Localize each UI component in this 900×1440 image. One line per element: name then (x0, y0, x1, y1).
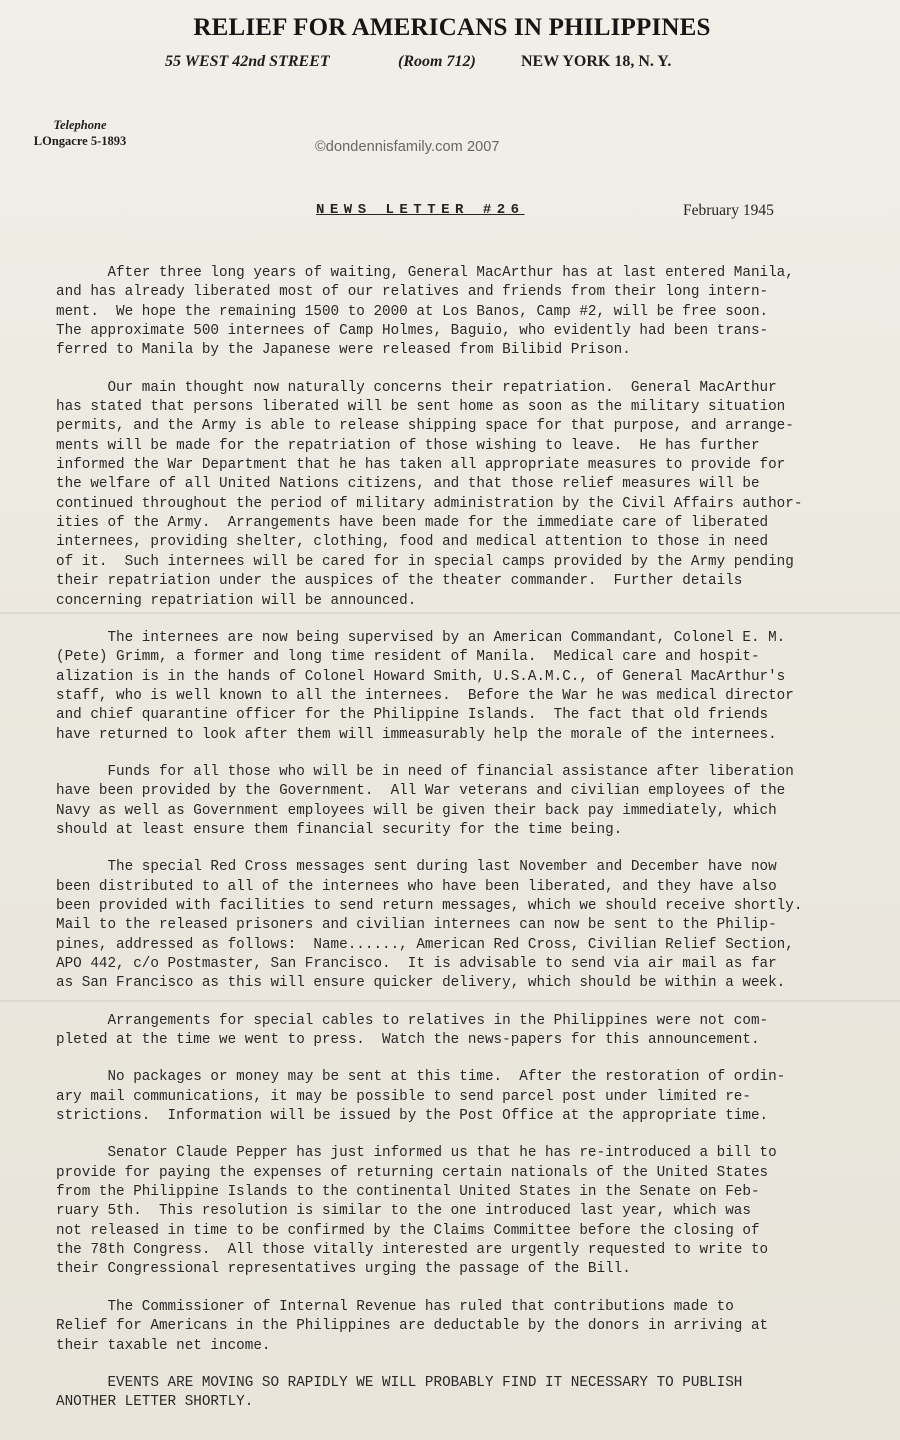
text-line: The internees are now being supervised by an American Commandant, Colonel E. M. (56, 629, 786, 646)
paragraph (56, 1012, 896, 1051)
text-line: ANOTHER LETTER SHORTLY. (56, 1394, 254, 1411)
address-room: (Room 712) (398, 53, 476, 70)
text-line: been distributed to all of the internees who have been liberated, and they have also (56, 878, 777, 895)
address-street: 55 WEST 42nd STREET (165, 53, 330, 70)
text-line: Funds for all those who will be in need of financial assistance after liberation (56, 763, 794, 780)
paragraph (56, 1374, 896, 1413)
paragraph (56, 1298, 896, 1356)
text-line: from the Philippine Islands to the continental United States in the Senate on Feb- (56, 1184, 760, 1201)
text-line: and has already liberated most of our relatives and friends from their long intern- (56, 284, 769, 301)
text-line: as San Francisco as this will ensure quicker delivery, which should be within a week. (56, 975, 786, 992)
text-line: been provided with facilities to send return messages, which we should receive shortly. (56, 897, 803, 914)
text-line: internees, providing shelter, clothing, food and medical attention to those in need (56, 534, 769, 551)
paragraph (56, 858, 896, 993)
text-line: APO 442, c/o Postmaster, San Francisco. It is advisable to send via air mail as far (56, 956, 777, 972)
address-city: NEW YORK 18, N. Y. (521, 53, 672, 70)
text-line: pleted at the time we went to press. Watch the news-papers for this announcement. (56, 1032, 760, 1049)
text-line: concerning repatriation will be announced. (56, 592, 417, 609)
text-line: permits, and the Army is able to release shipping space for that purpose, and arrange- (56, 418, 794, 435)
text-line: ments will be made for the repatriation of those wishing to leave. He has further (56, 437, 760, 454)
text-line: should at least ensure them financial security for the time being. (56, 821, 623, 838)
paragraph (56, 763, 896, 840)
text-line: the welfare of all United Nations citizens, and that those relief measures will be (56, 476, 760, 493)
text-line: and chief quarantine officer for the Philippine Islands. The fact that old friends (56, 707, 769, 724)
text-line: Navy as well as Government employees will be given their back pay immediately, which (56, 802, 777, 819)
paragraph (56, 379, 896, 611)
text-line: (Pete) Grimm, a former and long time resident of Manila. Medical care and hospit- (56, 649, 760, 666)
text-line: their repatriation under the auspices of the theater commander. Further details (56, 573, 743, 590)
newsletter-date: February 1945 (683, 202, 774, 219)
text-line: not released in time to be confirmed by the Claims Committee before the closing of (56, 1222, 760, 1239)
text-line: Relief for Americans in the Philippines are deductable by the donors in arriving at (56, 1318, 769, 1335)
telephone-block (10, 117, 150, 149)
text-line: ferred to Manila by the Japanese were released from Bilibid Prison. (56, 342, 631, 359)
text-line: have returned to look after them will immeasurably help the morale of the internees. (56, 726, 777, 743)
text-line: has stated that persons liberated will be sent home as soon as the military situation (56, 399, 786, 416)
text-line: Arrangements for special cables to relatives in the Philippines were not com- (56, 1012, 769, 1029)
text-line: The Commissioner of Internal Revenue has ruled that contributions made to (56, 1298, 734, 1315)
text-line: have been provided by the Government. All War veterans and civilian employees of the (56, 783, 786, 800)
text-line: EVENTS ARE MOVING SO RAPIDLY WE WILL PROBABLY FIND IT NECESSARY TO PUBLISH (56, 1374, 743, 1391)
text-line: ruary 5th. This resolution is similar to the one introduced last year, which was (56, 1203, 751, 1220)
telephone-number: LOngacre 5-1893 (33, 134, 127, 148)
text-line: No packages or money may be sent at this time. After the restoration of ordin- (56, 1069, 786, 1086)
paragraph (56, 1144, 896, 1279)
paragraph (56, 629, 896, 745)
text-line: Our main thought now naturally concerns their repatriation. General MacArthur (56, 379, 777, 396)
text-line: The special Red Cross messages sent during last November and December have now (56, 859, 777, 876)
organization-name: RELIEF FOR AMERICANS IN PHILIPPINES (193, 14, 711, 41)
paragraph (56, 264, 896, 361)
text-line: pines, addressed as follows: Name......, American Red Cross, Civilian Relief Section, (56, 936, 794, 953)
text-line: their taxable net income. (56, 1337, 271, 1354)
text-line: informed the War Department that he has taken all appropriate measures to provide for (56, 457, 786, 474)
text-line: provide for paying the expenses of returning certain nationals of the United States (56, 1164, 769, 1181)
text-line: After three long years of waiting, General MacArthur has at last entered Manila, (56, 265, 794, 281)
text-line: Senator Claude Pepper has just informed us that he has re-introduced a bill to (56, 1145, 777, 1162)
text-line: ities of the Army. Arrangements have been made for the immediate care of liberated (56, 515, 769, 532)
letter-body (56, 264, 896, 1431)
text-line: strictions. Information will be issued by the Post Office at the appropriate time. (56, 1108, 769, 1125)
paragraph (56, 1068, 896, 1126)
text-line: staff, who is well known to all the internees. Before the War he was medical director (56, 687, 794, 704)
text-line: ary mail communications, it may be possible to send parcel post under limited re- (56, 1088, 751, 1105)
text-line: The approximate 500 internees of Camp Holmes, Baguio, who evidently had been trans- (56, 323, 769, 340)
newsletter-title: NEWS LETTER #26 (316, 202, 525, 218)
text-line: continued throughout the period of military administration by the Civil Affairs author- (56, 495, 803, 512)
text-line: the 78th Congress. All those vitally interested are urgently requested to write to (56, 1242, 769, 1259)
telephone-label: Telephone (53, 118, 107, 132)
text-line: Mail to the released prisoners and civilian internees can now be sent to the Philip- (56, 917, 777, 934)
text-line: their Congressional representatives urging the passage of the Bill. (56, 1261, 631, 1278)
text-line: of it. Such internees will be cared for in special camps provided by the Army pending (56, 553, 794, 570)
copyright-watermark: ©dondennisfamily.com 2007 (315, 139, 500, 155)
text-line: alization is in the hands of Colonel Howard Smith, U.S.A.M.C., of General MacArthur's (56, 668, 786, 685)
text-line: ment. We hope the remaining 1500 to 2000 at Los Banos, Camp #2, will be free soon. (56, 303, 769, 320)
